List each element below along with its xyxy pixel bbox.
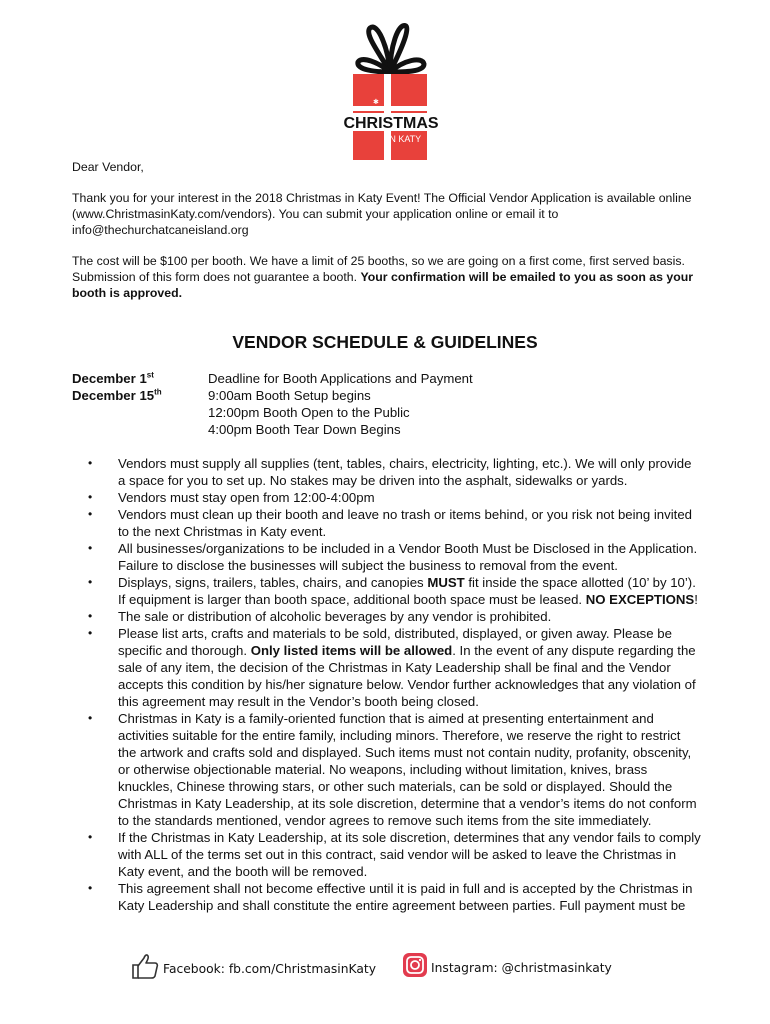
logo-word-in-katy: IN KATY <box>386 134 422 144</box>
guideline-item: • Displays, signs, trailers, tables, chairs, and canopies MUST fit inside the space allotted (10’ by 10’). If equipment is larger than booth space, additional booth space must be leased. NO EXCEPTIONS! <box>72 574 702 608</box>
guideline-item: • This agreement shall not become effective until it is paid in full and is accepted by the Christmas in Katy Leadership and shall constitute the entire agreement between parties. Full payment must be <box>72 880 702 914</box>
schedule-event: 9:00am Booth Setup begins <box>208 388 371 403</box>
confirmation-note: Your confirmation will be emailed to you as soon as your booth is approved. <box>72 270 694 300</box>
intro-text <box>72 190 712 316</box>
instagram-link[interactable] <box>402 952 612 983</box>
guideline-item: • If the Christmas in Katy Leadership, at its sole discretion, determines that any vendor fails to comply with ALL of the terms set out in this contract, said vendor will be asked to leave the Christmas in Katy event, and the booth will be removed. <box>72 829 702 880</box>
christmas-in-katy-logo <box>340 14 440 164</box>
schedule-date: December 1st <box>72 370 154 386</box>
guideline-item: • Vendors must supply all supplies (tent, tables, chairs, electricity, lighting, etc.). We will only provide a space for you to set up. No stakes may be driven into the asphalt, sidewalks or yards. <box>72 455 702 489</box>
intro-paragraph: Thank you for your interest in the 2018 Christmas in Katy Event! The Official Vendor Application is available online (www.ChristmasinKaty.com/vendors). You can submit your application online or email it to info@thechurchatcaneisland.org <box>72 191 692 237</box>
schedule-event: Deadline for Booth Applications and Payment <box>208 371 473 386</box>
thumbs-up-icon <box>130 952 160 985</box>
section-heading: VENDOR SCHEDULE & GUIDELINES <box>232 332 538 352</box>
cost-paragraph: The cost will be $100 per booth. We have a limit of 25 booths, so we are going on a first come, first served basis. Submission of this form does not guarantee a booth. Your confirmation will be emailed to you as soon as your booth is approved. <box>72 254 694 300</box>
guidelines-list <box>72 455 702 914</box>
guideline-item: • Christmas in Katy is a family-oriented function that is aimed at presenting entertainment and activities suitable for the entire family, including minors. Therefore, we reserve the right to restrict the artwork and crafts sold and displayed. Such items must not contain nudity, profanity, obscenity, or otherwise objectionable material. No weapons, including without limitation, knives, brass knuckles, Chinese throwing stars, or other such materials, can be sold or displayed. Should the Christmas in Katy Leadership, at its sole discretion, determine that a vendor’s items do not conform to the standards mentioned, vendor agrees to remove such items from the site immediately. <box>72 710 702 829</box>
instagram-text: Instagram: @christmasinkaty <box>431 960 612 975</box>
guideline-item: • Vendors must stay open from 12:00-4:00pm <box>72 489 702 506</box>
guideline-item: • Vendors must clean up their booth and leave no trash or items behind, or you risk not being invited to the next Christmas in Katy event. <box>72 506 702 540</box>
facebook-link[interactable] <box>130 952 376 985</box>
logo-word-christmas: CHRISTMAS <box>343 115 439 132</box>
guideline-item: • Please list arts, crafts and materials to be sold, distributed, displayed, or given away. Please be specific and thorough. Only listed items will be allowed. In the event of any dispute regarding the sale of any item, the decision of the Christmas in Katy Leadership shall be final and the Vendor accepts this condition by his/her signature below. Vendor further acknowledges that any violation of this agreement may result in the Vendor’s booth being closed. <box>72 625 702 710</box>
greeting: Dear Vendor, <box>72 160 144 174</box>
schedule-events <box>208 370 473 438</box>
schedule-event: 12:00pm Booth Open to the Public <box>208 405 410 420</box>
schedule-date: December 15th <box>72 387 162 403</box>
schedule <box>72 370 712 438</box>
schedule-dates <box>72 370 208 438</box>
guideline-item: • All businesses/organizations to be included in a Vendor Booth Must be Disclosed in the Application. Failure to disclose the businesses will subject the business to removal from the event. <box>72 540 702 574</box>
guideline-item: • The sale or distribution of alcoholic beverages by any vendor is prohibited. <box>72 608 702 625</box>
instagram-icon <box>402 952 428 983</box>
schedule-event: 4:00pm Booth Tear Down Begins <box>208 422 401 437</box>
footer <box>0 952 770 980</box>
snowflake-icon: ✱ <box>373 98 379 106</box>
facebook-text: Facebook: fb.com/ChristmasinKaty <box>163 961 376 976</box>
